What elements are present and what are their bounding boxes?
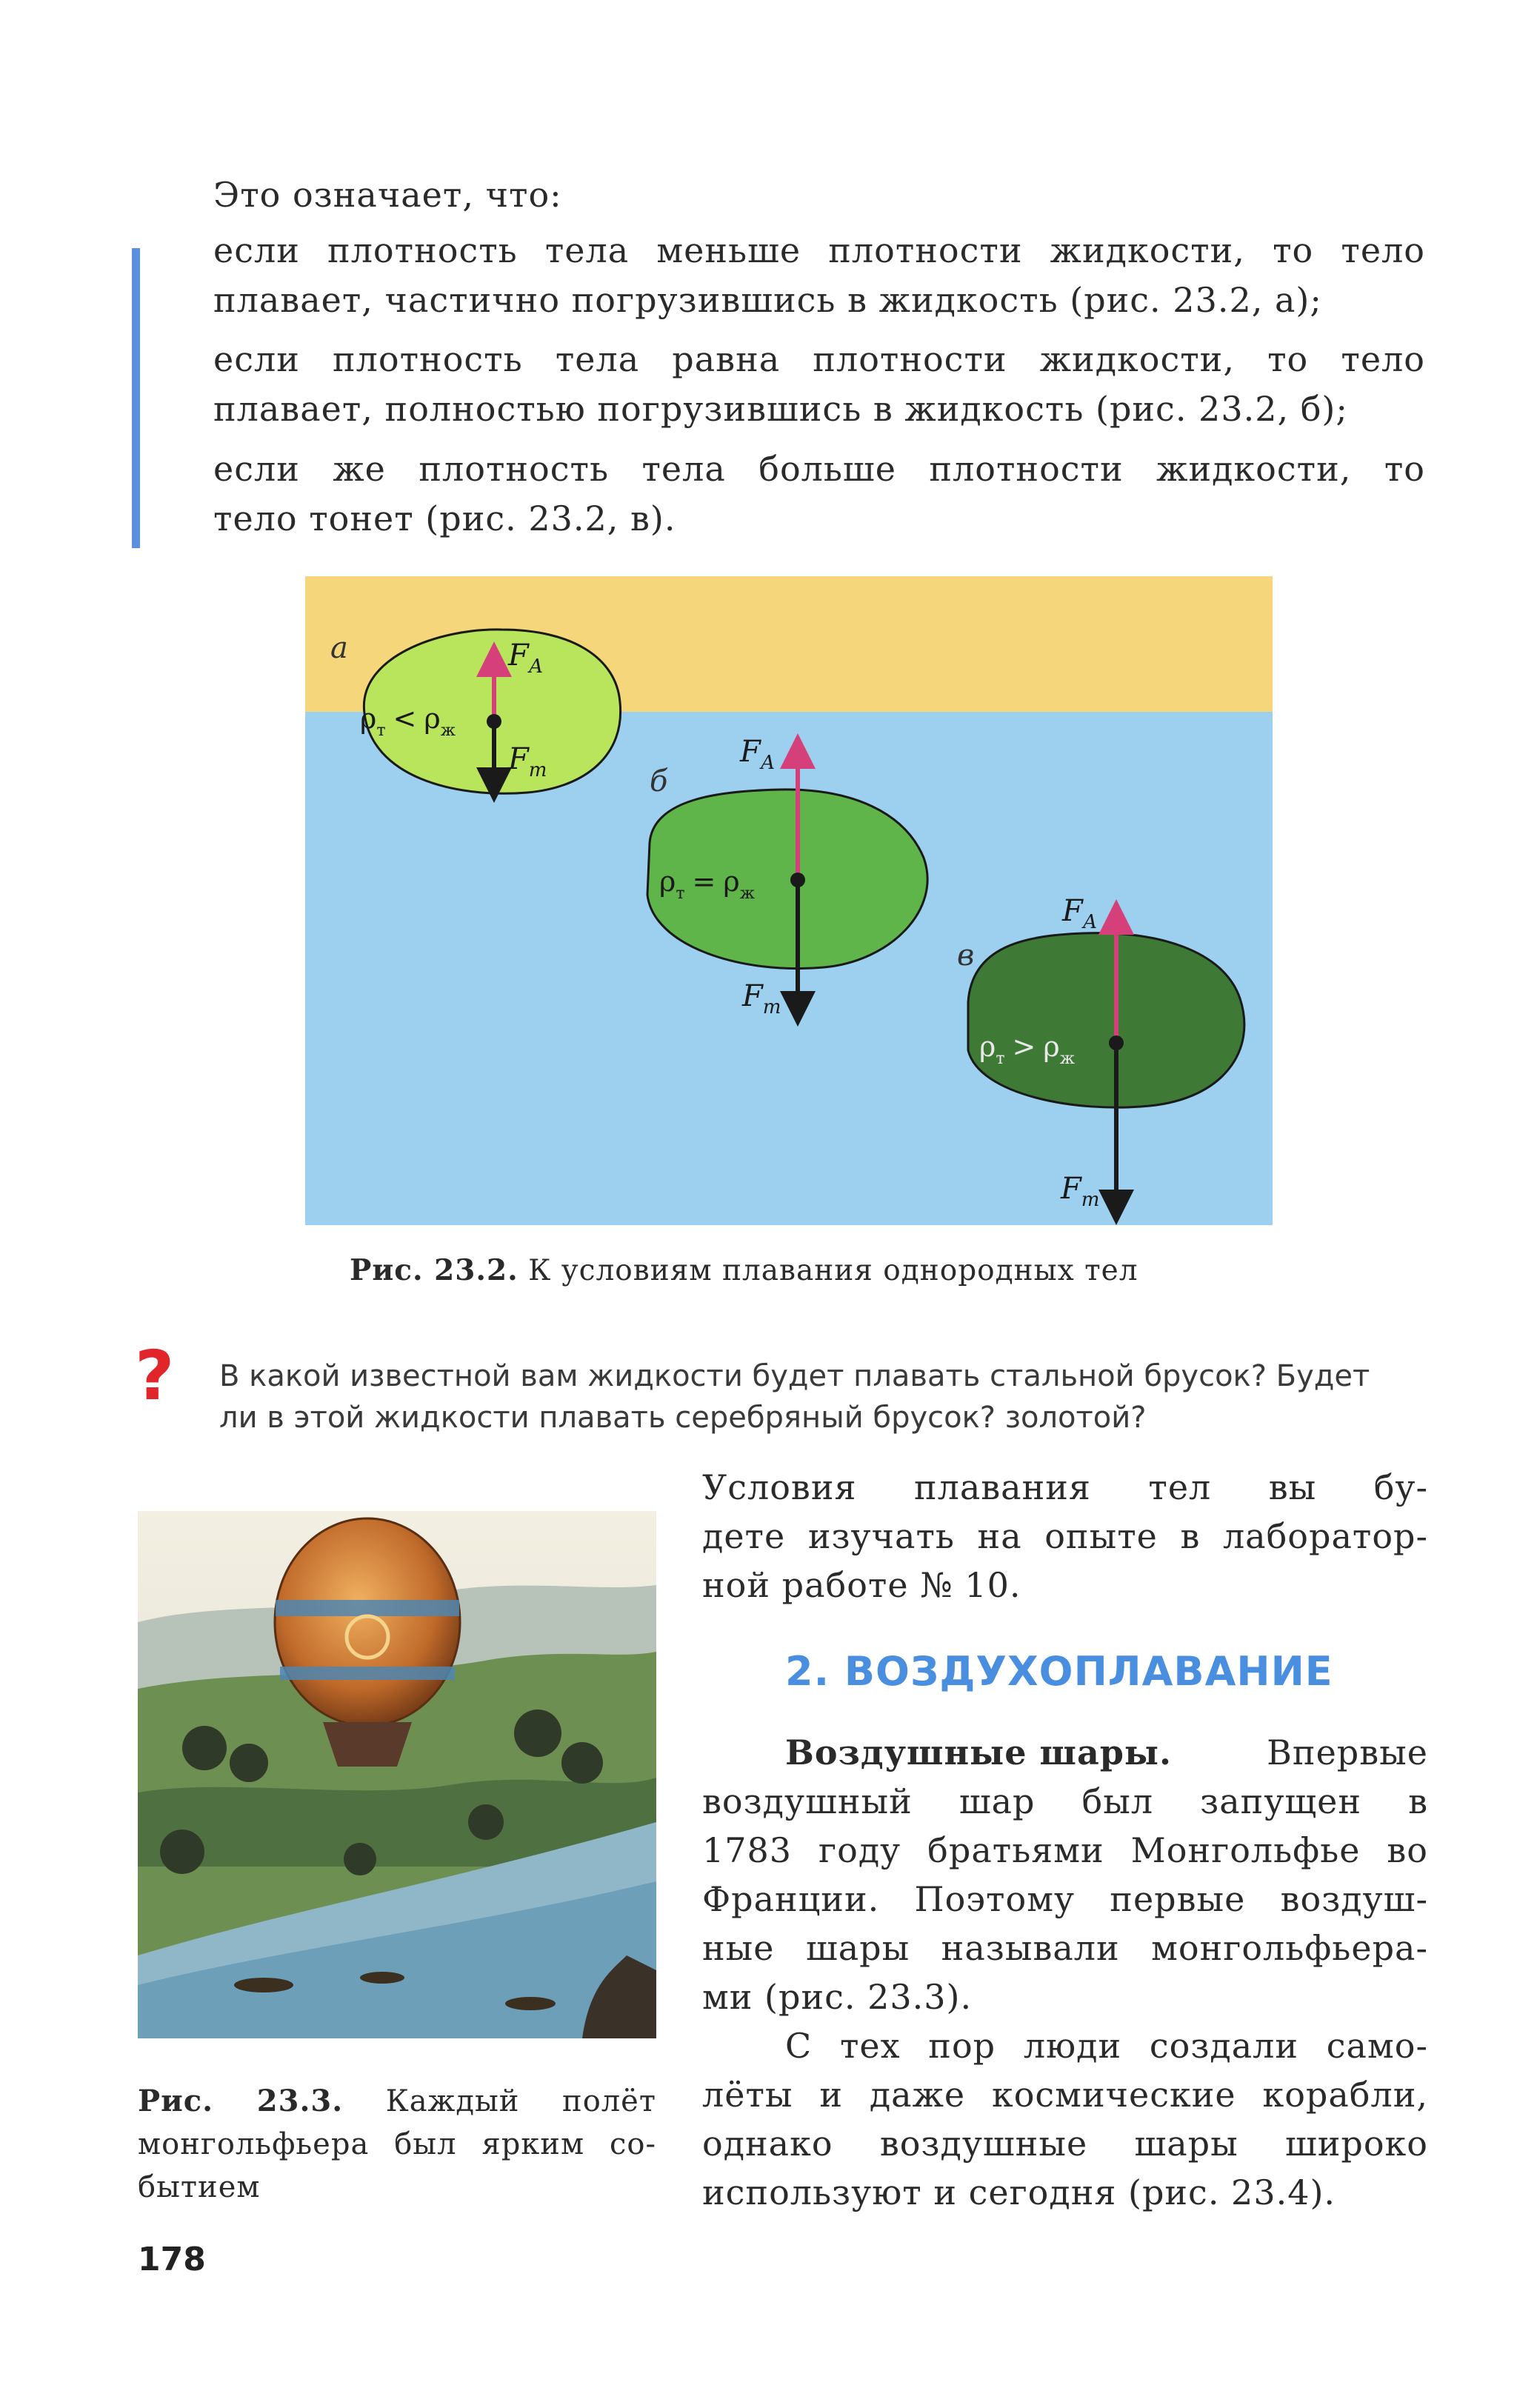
label-b: б [650, 764, 668, 798]
fa-label-b: $F_А$ [740, 735, 776, 774]
figure-23-2-caption: Рис. 23.2. К условиям плавания однородных тел [350, 1253, 1138, 1287]
figure-23-3-caption-line-1: Рис. 23.3. Каждый полёт [138, 2084, 656, 2118]
floating-bodies-figure [305, 576, 1273, 1225]
paragraph-2-line-1: С тех пор люди создали само- [785, 2026, 1428, 2066]
paragraph-2-line-3: однако воздушные шары широко [702, 2124, 1428, 2164]
paragraph-2-line-4: используют и сегодня (рис. 23.4). [702, 2172, 1336, 2212]
body-c [968, 933, 1244, 1108]
rule-3-line-2: тело тонет (рис. 23.2, в). [213, 498, 676, 538]
label-c: в [957, 938, 975, 973]
lab-text-line-1: Условия плавания тел вы бу- [702, 1467, 1428, 1507]
body-b [647, 790, 927, 969]
rule-2-line-1: если плотность тела равна плотности жидкости, то тело [213, 339, 1425, 379]
paragraph-1-line-3: 1783 году братьями Монгольфье во [702, 1830, 1428, 1870]
question-mark-icon: ? [135, 1336, 175, 1415]
fa-label-a: $F_А$ [508, 638, 544, 678]
rule-3-line-1: если же плотность тела больше плотности жидкости, то [213, 449, 1425, 489]
figure-23-3-caption [138, 2080, 656, 2209]
question-line-1: В какой известной вам жидкости будет плавать стальной брусок? Будет [219, 1359, 1370, 1393]
question-text [219, 1355, 1427, 1438]
paragraph-1-first-rest: Впервые [1267, 1732, 1428, 1772]
intro-text: Это означает, что: [213, 175, 562, 215]
ft-label-c: $F_т$ [1061, 1172, 1100, 1211]
density-relation-c: $\rho_т > \rho_ж$ [979, 1030, 1075, 1068]
label-a: а [330, 631, 348, 665]
rule-1-line-2: плавает, частично погрузившись в жидкость (рис. 23.2, а); [213, 280, 1322, 320]
ft-label-b: $F_т$ [742, 979, 781, 1018]
density-relation-a: $\rho_т < \rho_ж$ [360, 702, 456, 740]
page-number: 178 [138, 2241, 206, 2278]
paragraph-2-line-2: лёты и даже космические корабли, [702, 2075, 1428, 2115]
lab-text-line-2: дете изучать на опыте в лаборатор- [702, 1516, 1428, 1556]
paragraph-1-line-2: воздушный шар был запущен в [702, 1781, 1428, 1821]
figure-23-3-caption-line-2: монгольфьера был ярким со- [138, 2127, 656, 2161]
center-c [1109, 1035, 1124, 1050]
rule-1-line-1: если плотность тела меньше плотности жидкости, то тело [213, 230, 1425, 270]
rule-2-line-2: плавает, полностью погрузившись в жидкость (рис. 23.2, б); [213, 389, 1348, 429]
paragraph-1-line-6: ми (рис. 23.3). [702, 1977, 973, 2017]
montgolfier-balloon-image [138, 1511, 656, 2038]
paragraph-1-line-4: Франции. Поэтому первые воздуш- [702, 1879, 1428, 1919]
section-title: 2. ВОЗДУХОПЛАВАНИЕ [785, 1648, 1333, 1695]
center-b [790, 873, 805, 887]
rule-highlight-bar [132, 248, 140, 548]
paragraph-1-line-5: ные шары называли монгольфьера- [702, 1928, 1428, 1968]
ft-label-a: $F_т$ [508, 742, 547, 781]
paragraph-1-lead: Воздушные шары. [785, 1732, 1173, 1772]
center-a [487, 714, 501, 729]
lab-text-line-3: ной работе № 10. [702, 1565, 1021, 1605]
figure-23-3-caption-line-3: бытием [138, 2170, 261, 2204]
density-relation-b: $\rho_т = \rho_ж$ [659, 865, 755, 903]
question-line-2: ли в этой жидкости плавать серебряный брусок? золотой? [219, 1401, 1147, 1435]
fa-label-c: $F_А$ [1062, 894, 1098, 933]
